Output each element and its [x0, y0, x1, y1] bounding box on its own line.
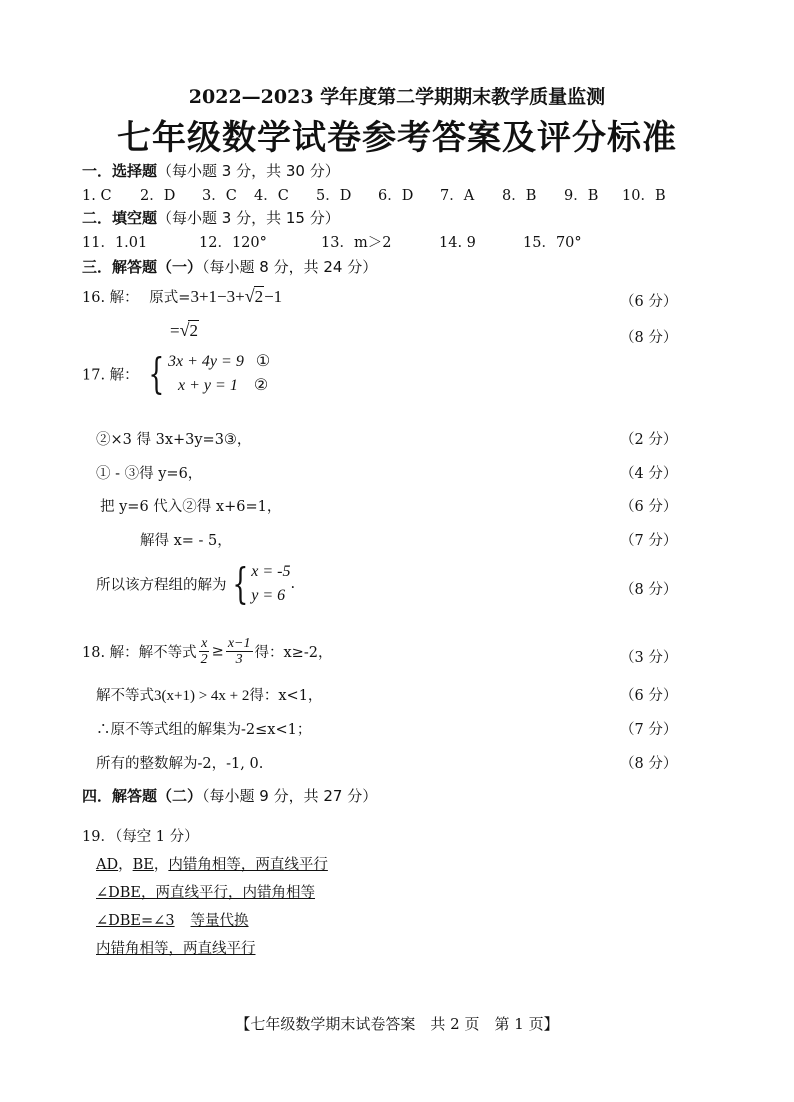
answer-item: 3．C	[202, 188, 237, 204]
ge-sign: ≥	[211, 643, 224, 660]
answer-item: 4．C	[254, 188, 289, 204]
left-brace: {	[231, 559, 248, 608]
line-prefix: 解不等式	[96, 688, 154, 704]
answer-item: 13．m＞2	[321, 235, 392, 251]
fill-blank-answers	[82, 231, 582, 252]
equation-tag: ②	[253, 377, 269, 394]
blank-answer: AD	[96, 857, 119, 873]
equation-system	[143, 350, 270, 398]
q17-step: ②×3 得 3x+3y=3③，	[96, 432, 252, 448]
fraction: $\frac{x-1}{3}$	[227, 636, 251, 667]
page-footer: 【七年级数学期末试卷答案 共 2 页 第 1 页】	[235, 1015, 559, 1033]
blank-answer: 内错角相等，两直线平行	[96, 941, 256, 957]
inequality: 3(x+1) > 4x + 2	[154, 688, 250, 704]
section-title: 四．解答题（二）	[82, 787, 203, 805]
blank-answer: ∠DBE	[96, 885, 142, 901]
answer-item: 2．D	[140, 188, 176, 204]
q19-label: 19．（每空 1 分）	[82, 829, 199, 845]
section-title: 一．选择题	[82, 162, 158, 180]
fraction: $\frac{x}{2}$	[200, 636, 208, 667]
answer-item: 5．D	[316, 188, 352, 204]
solution-system	[227, 560, 291, 608]
answer-item: 9．B	[564, 188, 599, 204]
q17-system	[82, 350, 270, 398]
q17-step: 把 y=6 代入②得 x+6=1，	[100, 499, 282, 515]
equation-tag: ①	[255, 353, 271, 370]
q18-line-2	[96, 684, 322, 705]
q17-step: 解得 x= - 5，	[140, 533, 232, 549]
sqrt-expression: √ 2	[179, 320, 198, 340]
section-multiple-choice-heading	[82, 160, 340, 181]
section-fill-blank-heading	[82, 207, 340, 228]
answer-item: 15．70°	[523, 235, 582, 251]
score-label: （7 分）	[620, 533, 678, 549]
expression: −1	[264, 287, 283, 306]
answer-item: 14. 9	[439, 235, 476, 251]
question-label: 18. 解：解不等式	[82, 645, 197, 661]
q17-step: ① - ③得 y=6，	[96, 466, 203, 482]
score-label: （8 分）	[620, 756, 678, 772]
solution-value: x = -5	[251, 563, 291, 580]
q18-line-3: ∴原不等式组的解集为-2≤x<1；	[96, 722, 312, 738]
blank-answer: 等量代换	[190, 913, 249, 929]
answer-item: 8．B	[502, 188, 537, 204]
q19-row-1	[96, 853, 342, 874]
score-label: （3 分）	[620, 650, 678, 666]
section-solve-two-heading	[82, 785, 377, 806]
expression-prefix: 原式=	[149, 290, 191, 306]
answer-item: 11．1.01	[82, 235, 148, 251]
equation: x + y = 1	[178, 377, 238, 394]
section-title: 二．填空题	[82, 209, 158, 227]
answer-item: 12．120°	[199, 235, 267, 251]
q19-row-2	[96, 881, 315, 902]
score-label: （6 分）	[620, 294, 678, 310]
expression: 3+1−3+	[190, 287, 245, 306]
result: 得：x≥-2，	[254, 645, 333, 661]
exam-year-line: 2022—2023 学年度第二学期期末教学质量监测	[188, 86, 606, 108]
score-label: （8 分）	[620, 330, 678, 346]
solution-value: y = 6	[251, 587, 286, 604]
score-label: （8 分）	[620, 582, 678, 598]
section-note: （每小题 8 分，共 24 分）	[202, 258, 378, 276]
q18-line-4: 所有的整数解为-2，-1, 0.	[96, 756, 264, 772]
score-label: （4 分）	[620, 466, 678, 482]
q16-line-1	[82, 286, 282, 307]
q18-line-1	[82, 636, 332, 667]
blank-answer: BE	[132, 857, 154, 873]
score-label: （6 分）	[620, 688, 678, 704]
page-title: 七年级数学试卷参考答案及评分标准	[117, 118, 677, 158]
score-label: （6 分）	[620, 499, 678, 515]
section-solve-one-heading	[82, 256, 377, 277]
period: .	[290, 576, 296, 592]
section-note: （每小题 3 分，共 30 分）	[157, 162, 340, 180]
score-label: （7 分）	[620, 722, 678, 738]
solution-prefix: 所以该方程组的解为	[96, 577, 227, 594]
sqrt-expression: √ 2	[244, 286, 264, 306]
system-lines	[251, 560, 290, 608]
section-note: （每小题 9 分，共 27 分）	[202, 787, 378, 805]
answer-item: 1. C	[82, 188, 112, 204]
q19-row-4	[96, 937, 256, 958]
question-label: 17. 解：	[82, 367, 139, 384]
left-brace: {	[148, 349, 165, 398]
result: 得：x<1，	[249, 688, 323, 704]
q19-row-3	[96, 909, 257, 930]
question-label: 16. 解：	[82, 290, 139, 306]
blank-answer: ∠DBE=∠3	[96, 913, 175, 929]
system-lines	[168, 350, 270, 398]
answer-item: 7．A	[440, 188, 475, 204]
q16-line-2	[170, 320, 199, 341]
answer-item: 6．D	[378, 188, 414, 204]
separator: ，	[118, 857, 133, 873]
blank-answer: 内错角相等，两直线平行	[168, 857, 328, 873]
equation: 3x + 4y = 9	[168, 353, 244, 370]
score-label: （2 分）	[620, 432, 678, 448]
separator: ，	[153, 857, 169, 873]
separator: ，	[141, 885, 156, 901]
section-title: 三．解答题（一）	[82, 258, 203, 276]
blank-answer: 两直线平行，内错角相等	[155, 885, 316, 901]
section-note: （每小题 3 分，共 15 分）	[157, 209, 340, 227]
multiple-choice-answers	[82, 184, 666, 205]
answer-item: 10．B	[622, 188, 666, 204]
equals-sign: =	[170, 321, 180, 340]
q17-solution	[96, 560, 295, 608]
